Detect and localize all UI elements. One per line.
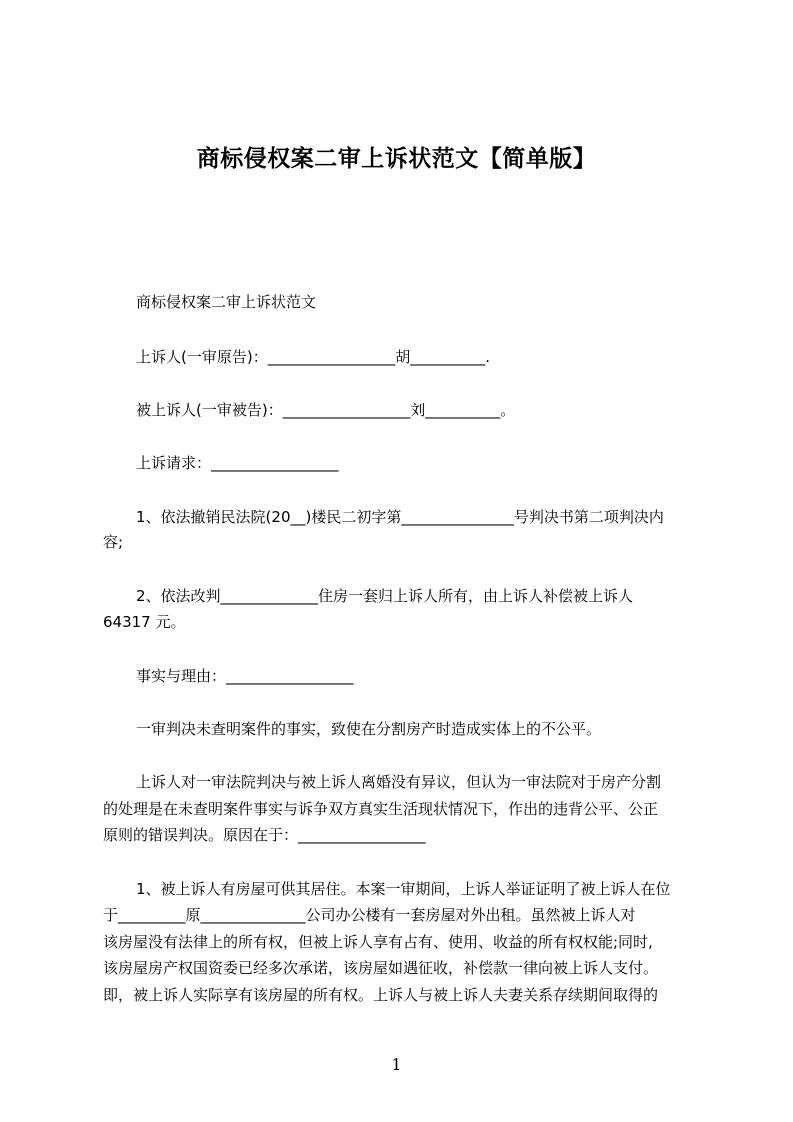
request-1-line-1: 1、依法撤销民法院(20__)楼民二初字第_______________号判决书第二项判决内 — [136, 508, 664, 526]
facts-heading: 事实与理由：_________________ — [136, 667, 354, 685]
request-2-line-1: 2、依法改判_____________住房一套归上诉人所有，由上诉人补偿被上诉人 — [136, 587, 634, 605]
para-2-line-5: 即，被上诉人实际享有该房屋的所有权。上诉人与被上诉人夫妻关系存续期间取得的 — [103, 986, 659, 1004]
subtitle: 商标侵权案二审上诉状范文 — [136, 293, 317, 311]
page-number: 1 — [391, 1055, 402, 1074]
facts-summary: 一审判决未查明案件的事实，致使在分割房产时造成实体上的不公平。 — [136, 720, 602, 738]
request-heading: 上诉请求：_________________ — [136, 454, 339, 472]
appellee-line: 被上诉人(一审被告)：_________________刘__________。 — [136, 401, 516, 419]
para-1-line-2: 的处理是在未查明案件事实与诉争双方真实生活现状情况下，作出的违背公平、公正 — [103, 800, 659, 818]
appellant-line: 上诉人(一审原告)：_________________胡__________. — [136, 348, 490, 366]
para-2-line-4: 该房屋房产权国资委已经多次承诺，该房屋如遇征收，补偿款一律向被上诉人支付。 — [103, 959, 659, 977]
para-2-line-3: 该房屋没有法律上的所有权，但被上诉人享有占有、使用、收益的所有权权能;同时, — [103, 933, 653, 951]
request-2-line-2: 64317 元。 — [103, 613, 186, 631]
page-title: 商标侵权案二审上诉状范文【简单版】 — [196, 146, 597, 172]
para-2-line-2: 于_________原______________公司办公楼有一套房屋对外出租。虽然被上诉人对 — [103, 906, 636, 924]
para-2-line-1: 1、被上诉人有房屋可供其居住。本案一审期间，上诉人举证证明了被上诉人在位 — [136, 880, 671, 898]
request-1-line-2: 容; — [103, 533, 124, 551]
para-1-line-3: 原则的错误判决。原因在于：_________________ — [103, 826, 426, 844]
para-1-line-1: 上诉人对一审法院判决与被上诉人离婚没有异议，但认为一审法院对于房产分割 — [136, 773, 662, 791]
